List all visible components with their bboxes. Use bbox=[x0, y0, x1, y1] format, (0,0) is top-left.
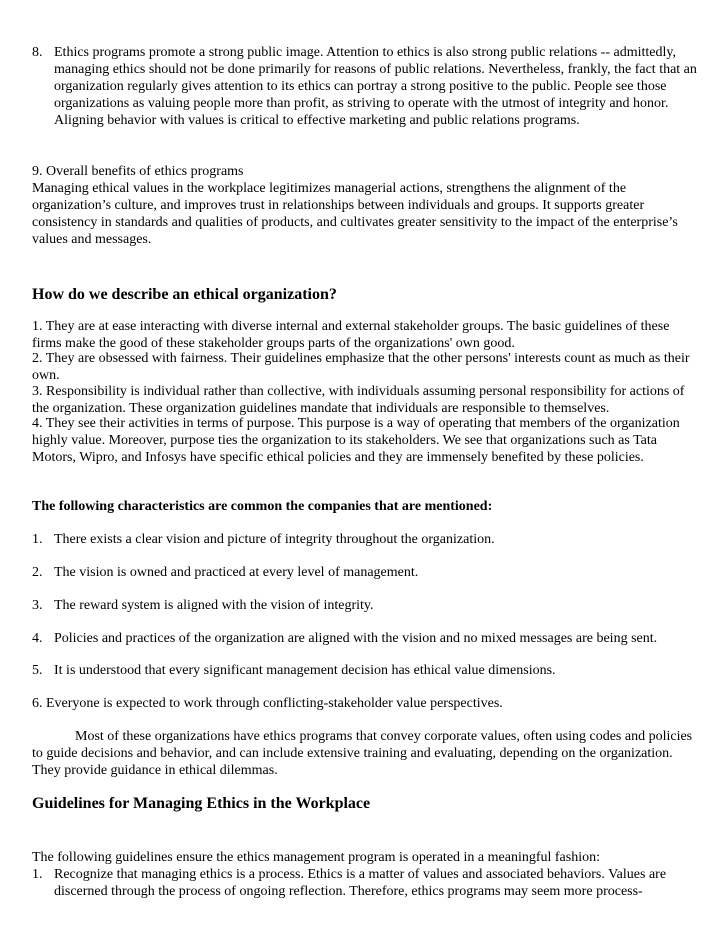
characteristic-4-text: Policies and practices of the organization are aligned with the vision and no mixed messages are being sent. bbox=[54, 631, 658, 646]
characteristic-2-text: The vision is owned and practiced at every level of management. bbox=[54, 565, 419, 580]
guideline-1-number: 1. bbox=[32, 867, 43, 882]
characteristic-5-number: 5. bbox=[32, 663, 43, 678]
characteristic-5-text: It is understood that every significant management decision has ethical value dimensions. bbox=[54, 663, 556, 678]
characteristic-4-number: 4. bbox=[32, 631, 43, 646]
item-9-title: 9. Overall benefits of ethics programs bbox=[32, 164, 244, 179]
summary-paragraph: Most of these organizations have ethics programs that convey corporate values, often using codes and policies to guide decisions and behavior, and can include extensive training and evaluating, depending on the organization. They provide guidance in ethical dilemmas. bbox=[32, 729, 693, 778]
item-8-text: Ethics programs promote a strong public image. Attention to ethics is also strong public relations -- admittedly, managing ethics should not be done primarily for reasons of public relations. Nevertheless, frankly, the fact that an organization regularly gives attention to its ethics can portray a strong positive to the public. People see those organizations as valuing people more than profit, as striving to operate with the utmost of integrity and honor. Aligning behavior with values is critical to effective marketing and public relations programs. bbox=[54, 45, 697, 128]
heading-guidelines: Guidelines for Managing Ethics in the Workplace bbox=[32, 795, 371, 812]
guideline-1-text: Recognize that managing ethics is a process. Ethics is a matter of values and associated behaviors. Values are discerned through the process of ongoing reflection. Therefore, ethics programs may seem more process- bbox=[54, 867, 667, 899]
characteristic-2 bbox=[32, 564, 716, 581]
characteristic-4 bbox=[32, 630, 716, 647]
characteristic-1-number: 1. bbox=[32, 532, 43, 547]
describe-point-4: 4. They see their activities in terms of purpose. This purpose is a way of operating that members of the organization highly value. Moreover, purpose ties the organization to its stakeholders. We see that organizations such as Tata Motors, Wipro, and Infosys have specific ethical policies and they are immensely benefited by these policies. bbox=[32, 416, 680, 465]
characteristic-3-text: The reward system is aligned with the vision of integrity. bbox=[54, 598, 374, 613]
characteristic-3 bbox=[32, 597, 716, 614]
characteristic-3-number: 3. bbox=[32, 598, 43, 613]
heading-ethical-organization: How do we describe an ethical organization? bbox=[32, 286, 337, 303]
characteristics-intro: The following characteristics are common the companies that are mentioned: bbox=[32, 499, 493, 514]
item-6: 6. Everyone is expected to work through conflicting-stakeholder value perspectives. bbox=[32, 696, 503, 711]
item-9-text: Managing ethical values in the workplace legitimizes managerial actions, strengthens the alignment of the organization’s culture, and improves trust in relationships between individuals and groups. It supports greater consistency in standards and qualities of products, and cultivates greater sensitivity to the impact of the enterprise’s values and messages. bbox=[32, 181, 678, 247]
guideline-1 bbox=[32, 866, 716, 900]
guidelines-intro: The following guidelines ensure the ethics management program is operated in a meaningful fashion: bbox=[32, 850, 600, 865]
describe-point-2: 2. They are obsessed with fairness. Their guidelines emphasize that the other persons' interests count as much as their own. bbox=[32, 351, 690, 383]
characteristic-1-text: There exists a clear vision and picture of integrity throughout the organization. bbox=[54, 532, 495, 547]
item-8 bbox=[32, 44, 716, 129]
characteristic-5 bbox=[32, 662, 716, 679]
characteristic-2-number: 2. bbox=[32, 565, 43, 580]
describe-point-1: 1. They are at ease interacting with diverse internal and external stakeholder groups. The basic guidelines of these firms make the good of these stakeholder groups parts of the organizations' own good. bbox=[32, 319, 670, 351]
characteristic-1 bbox=[32, 531, 716, 548]
describe-point-3: 3. Responsibility is individual rather than collective, with individuals assuming personal responsibility for actions of the organization. These organization guidelines mandate that individuals are responsible to themselves. bbox=[32, 384, 685, 416]
item-8-number: 8. bbox=[32, 45, 43, 60]
